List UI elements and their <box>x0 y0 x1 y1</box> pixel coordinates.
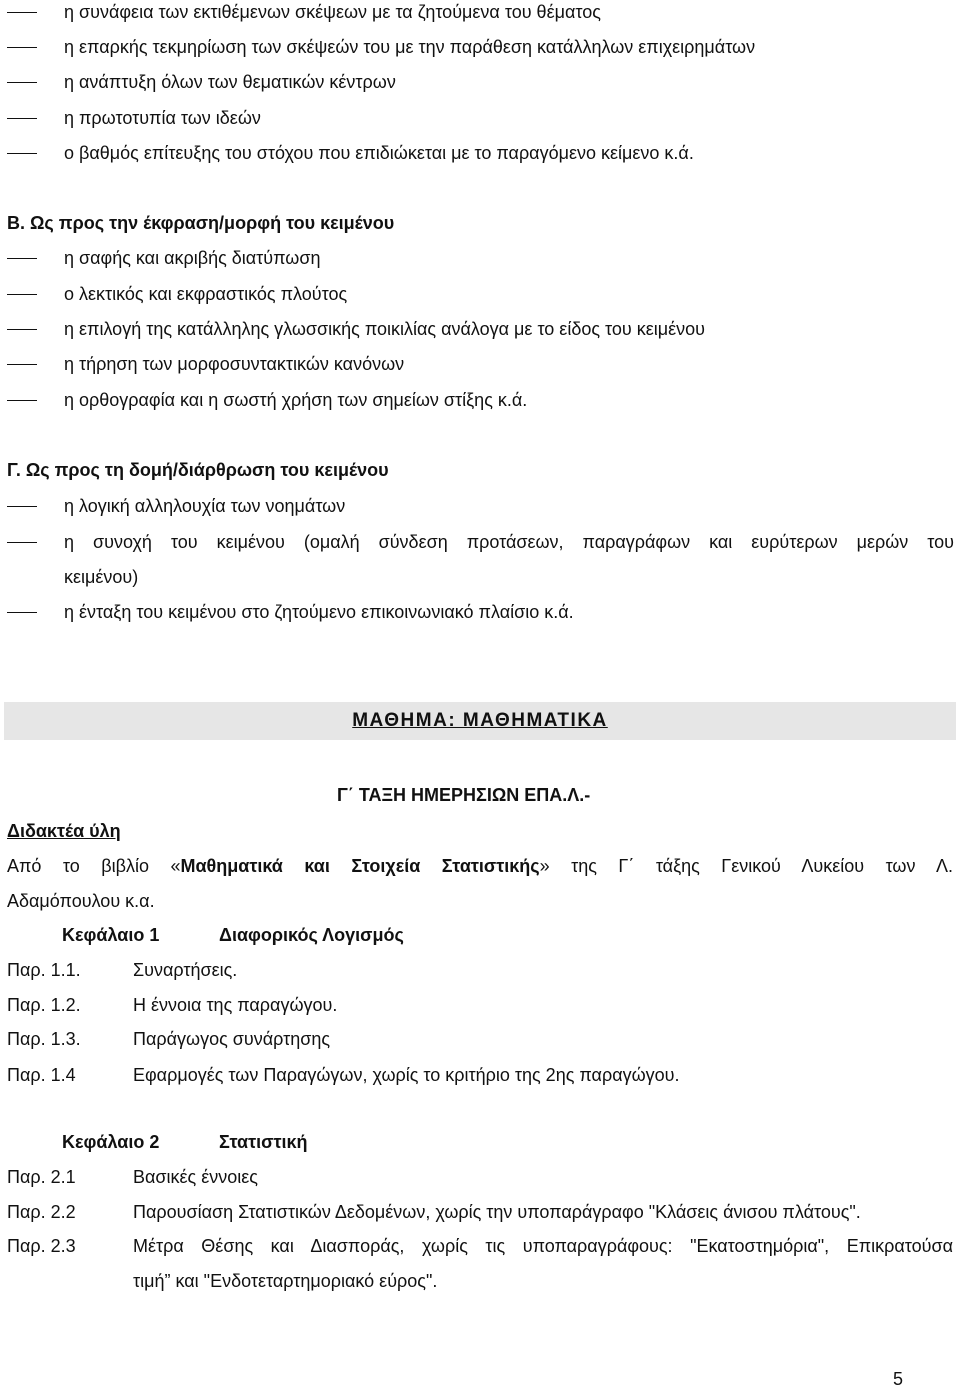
section-number: Παρ. 2.2 <box>7 1202 76 1222</box>
list-item: η λογική αλληλουχία των νοημάτων <box>64 496 346 516</box>
subject-banner <box>4 702 956 740</box>
list-item: η επαρκής τεκμηρίωση των σκέψεών του με την παράθεση κατάλληλων επιχειρημάτων <box>64 37 756 57</box>
dash-bullet <box>7 153 37 154</box>
dash-bullet <box>7 258 37 259</box>
dash-bullet <box>7 364 37 365</box>
list-item: η πρωτοτυπία των ιδεών <box>64 108 261 128</box>
dash-bullet <box>7 329 37 330</box>
chapter2-label: Κεφάλαιο 2 <box>62 1132 160 1152</box>
chapter1-label: Κεφάλαιο 1 <box>62 925 160 945</box>
section-text-continuation: τιμή” και "Ενδοτεταρτημοριακό εύρος". <box>133 1271 438 1291</box>
list-item: ο λεκτικός και εκφραστικός πλούτος <box>64 284 348 304</box>
list-item: η συνοχή του κειμένου (ομαλή σύνδεση προτάσεων, παραγράφων και ευρύτερων μερών του <box>64 532 954 552</box>
section-text: Εφαρμογές των Παραγώγων, χωρίς το κριτήριο της 2ης παραγώγου. <box>133 1065 680 1085</box>
book-paragraph-line2: Αδαμόπουλου κ.α. <box>7 891 155 911</box>
section-number: Παρ. 1.1. <box>7 960 81 980</box>
list-item: η ορθογραφία και η σωστή χρήση των σημείων στίξης κ.ά. <box>64 390 528 410</box>
dash-bullet <box>7 82 37 83</box>
section-number: Παρ. 1.3. <box>7 1029 81 1049</box>
section-text: Βασικές έννοιες <box>133 1167 258 1187</box>
list-item: η ένταξη του κειμένου στο ζητούμενο επικοινωνιακό πλαίσιο κ.ά. <box>64 602 574 622</box>
section-number: Παρ. 1.2. <box>7 995 81 1015</box>
section-b-heading: Β. Ως προς την έκφραση/μορφή του κειμένου <box>7 213 395 233</box>
list-item: η ανάπτυξη όλων των θεματικών κέντρων <box>64 72 396 92</box>
list-item: η συνάφεια των εκτιθέμενων σκέψεων με τα ζητούμενα του θέματος <box>64 2 601 22</box>
class-title: Γ΄ ΤΑΞΗ ΗΜΕΡΗΣΙΩΝ ΕΠΑ.Λ.- <box>337 785 591 805</box>
section-text: Συναρτήσεις. <box>133 960 238 980</box>
page-number: 5 <box>893 1369 904 1389</box>
syllabus-heading: Διδακτέα ύλη <box>7 821 121 841</box>
dash-bullet <box>7 400 37 401</box>
list-item: ο βαθμός επίτευξης του στόχου που επιδιώκεται με το παραγόμενο κείμενο κ.ά. <box>64 143 694 163</box>
dash-bullet <box>7 294 37 295</box>
book-suffix: » της Γ΄ τάξης Γενικού Λυκείου των Λ. <box>539 856 953 876</box>
book-prefix: Από το βιβλίο « <box>7 856 181 876</box>
dash-bullet <box>7 506 37 507</box>
section-number: Παρ. 2.1 <box>7 1167 76 1187</box>
list-item: η σαφής και ακριβής διατύπωση <box>64 248 321 268</box>
section-c-heading: Γ. Ως προς τη δομή/διάρθρωση του κειμένου <box>7 460 389 480</box>
dash-bullet <box>7 612 37 613</box>
book-paragraph-line1 <box>7 855 953 877</box>
section-number: Παρ. 1.4 <box>7 1065 76 1085</box>
dash-bullet <box>7 12 37 13</box>
dash-bullet <box>7 542 37 543</box>
list-item: η επιλογή της κατάλληλης γλωσσικής ποικιλίας ανάλογα με το είδος του κειμένου <box>64 319 706 339</box>
section-text: Μέτρα Θέσης και Διασποράς, χωρίς τις υποπαραγράφους: "Εκατοστημόρια", Επικρατούσα <box>133 1236 953 1256</box>
chapter1-title: Διαφορικός Λογισμός <box>219 925 404 945</box>
chapter2-title: Στατιστική <box>219 1132 308 1152</box>
subject-title: ΜΑΘΗΜΑ: ΜΑΘΗΜΑΤΙΚΑ <box>352 710 608 731</box>
section-text: Παρουσίαση Στατιστικών Δεδομένων, χωρίς την υποπαράγραφο "Κλάσεις άνισου πλάτους". <box>133 1202 861 1222</box>
dash-bullet <box>7 47 37 48</box>
book-title: Μαθηματικά και Στοιχεία Στατιστικής <box>180 856 540 876</box>
list-item: η τήρηση των μορφοσυντακτικών κανόνων <box>64 354 405 374</box>
section-text: Παράγωγος συνάρτησης <box>133 1029 331 1049</box>
section-text: Η έννοια της παραγώγου. <box>133 995 338 1015</box>
dash-bullet <box>7 118 37 119</box>
list-item-continuation: κειμένου) <box>64 567 139 587</box>
section-number: Παρ. 2.3 <box>7 1236 76 1256</box>
